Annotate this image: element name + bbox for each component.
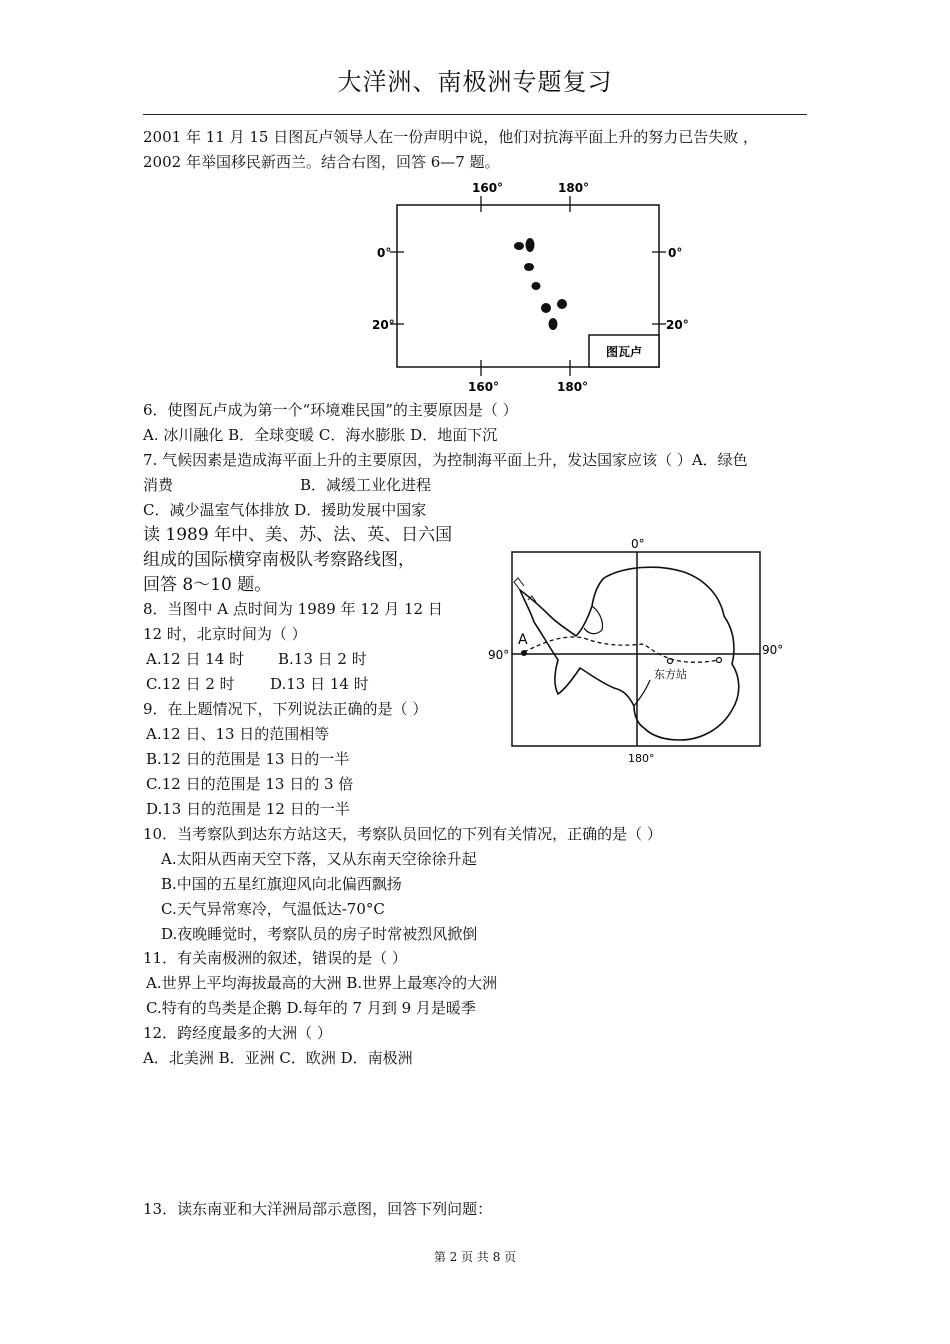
q8-option-a: A.12 日 14 时 xyxy=(146,650,245,668)
lon-label-top-left: 160° xyxy=(472,181,504,195)
q12-stem: 12．跨经度最多的大洲（ ） xyxy=(143,1024,332,1042)
tuvalu-label: 图瓦卢 xyxy=(606,345,643,359)
lat-label-left-bottom: 20° xyxy=(372,318,395,332)
lat-label-right-top: 0° xyxy=(668,246,683,260)
q10-option-c: C.天气异常寒冷，气温低达-70°C xyxy=(161,900,385,918)
q11-stem: 11．有关南极洲的叙述，错误的是（ ） xyxy=(143,949,407,967)
dongfang-station-marker xyxy=(668,659,673,664)
map-label-0: 0° xyxy=(631,537,645,551)
q9-option-a: A.12 日、13 日的范围相等 xyxy=(146,725,330,743)
q8-option-d: D.13 日 14 时 xyxy=(270,675,369,693)
point-a-marker xyxy=(521,650,527,656)
antarctic-intro-line-3: 回答 8～10 题。 xyxy=(143,575,272,595)
q8-line-2: 12 时，北京时间为（ ） xyxy=(143,625,307,643)
antarctic-intro-line-2: 组成的国际横穿南极队考察路线图， xyxy=(143,550,415,570)
q8-option-b: B.13 日 2 时 xyxy=(278,650,367,668)
title-divider xyxy=(143,114,807,115)
q8-line-1: 8．当图中 A 点时间为 1989 年 12 月 12 日 xyxy=(143,600,443,618)
q9-option-b: B.12 日的范围是 13 日的一半 xyxy=(146,750,350,768)
map-label-90-right: 90° xyxy=(762,643,784,657)
island xyxy=(524,263,534,271)
map-label-point-a: A xyxy=(518,632,528,648)
island xyxy=(541,303,551,313)
q9-option-d: D.13 日的范围是 12 日的一半 xyxy=(146,800,350,818)
lat-label-right-bottom: 20° xyxy=(666,318,689,332)
q7-option-a-cont: 消费 xyxy=(143,476,174,494)
tuvalu-map xyxy=(360,178,689,396)
q7-option-b: B．减缓工业化进程 xyxy=(300,476,432,494)
q11-options-ab: A.世界上平均海拔最高的大洲 B.世界上最寒冷的大洲 xyxy=(146,974,498,992)
intro-line-2: 2002 年举国移民新西兰。结合右图，回答 6—7 题。 xyxy=(143,153,500,171)
q6-stem: 6．使图瓦卢成为第一个“环境难民国”的主要原因是（ ） xyxy=(143,401,518,419)
q10-option-d: D.夜晚睡觉时，考察队员的房子时常被烈风掀倒 xyxy=(161,925,478,943)
q7-options-cd: C．减少温室气体排放 D．援助发展中国家 xyxy=(143,501,427,519)
lon-label-bottom-right: 180° xyxy=(557,380,589,394)
island xyxy=(549,318,558,330)
q8-option-c: C.12 日 2 时 xyxy=(146,675,235,693)
lat-label-left-top: 0° xyxy=(377,246,392,260)
island xyxy=(526,238,535,252)
q10-option-b: B.中国的五星红旗迎风向北偏西飘扬 xyxy=(161,875,402,893)
q12-options: A．北美洲 B．亚洲 C．欧洲 D．南极洲 xyxy=(143,1049,413,1067)
q11-options-cd: C.特有的鸟类是企鹅 D.每年的 7 月到 9 月是暖季 xyxy=(146,999,476,1017)
q13-stem: 13．读东南亚和大洋洲局部示意图，回答下列问题： xyxy=(143,1200,493,1218)
q7-stem: 7. 气候因素是造成海平面上升的主要原因，为控制海平面上升，发达国家应该（ ）A．绿色 xyxy=(143,451,748,469)
page-title: 大洋洲、南极洲专题复习 xyxy=(337,68,613,96)
island xyxy=(514,242,524,250)
map-label-180: 180° xyxy=(628,752,655,765)
map-label-90-left: 90° xyxy=(488,648,510,662)
intro-line-1: 2001 年 11 月 15 日图瓦卢领导人在一份声明中说，他们对抗海平面上升的努力已告失败 ， xyxy=(143,128,758,146)
q10-option-a: A.太阳从西南天空下落，又从东南天空徐徐升起 xyxy=(161,850,477,868)
q9-option-c: C.12 日的范围是 13 日的 3 倍 xyxy=(146,775,354,793)
island xyxy=(557,299,567,309)
map-label-dongfang-station: 东方站 xyxy=(654,668,687,681)
island xyxy=(532,282,541,290)
antarctic-intro-line-1: 读 1989 年中、美、苏、法、英、日六国 xyxy=(143,525,453,545)
lon-label-top-right: 180° xyxy=(558,181,590,195)
lon-label-bottom-left: 160° xyxy=(468,380,500,394)
q9-stem: 9．在上题情况下，下列说法正确的是（ ） xyxy=(143,700,428,718)
q6-options: A. 冰川融化 B．全球变暖 C．海水膨胀 D．地面下沉 xyxy=(143,426,498,444)
antarctica-route-map xyxy=(484,530,794,770)
page-footer: 第 2 页 共 8 页 xyxy=(433,1250,517,1264)
q10-stem: 10．当考察队到达东方站这天，考察队员回忆的下列有关情况，正确的是（ ） xyxy=(143,825,662,843)
